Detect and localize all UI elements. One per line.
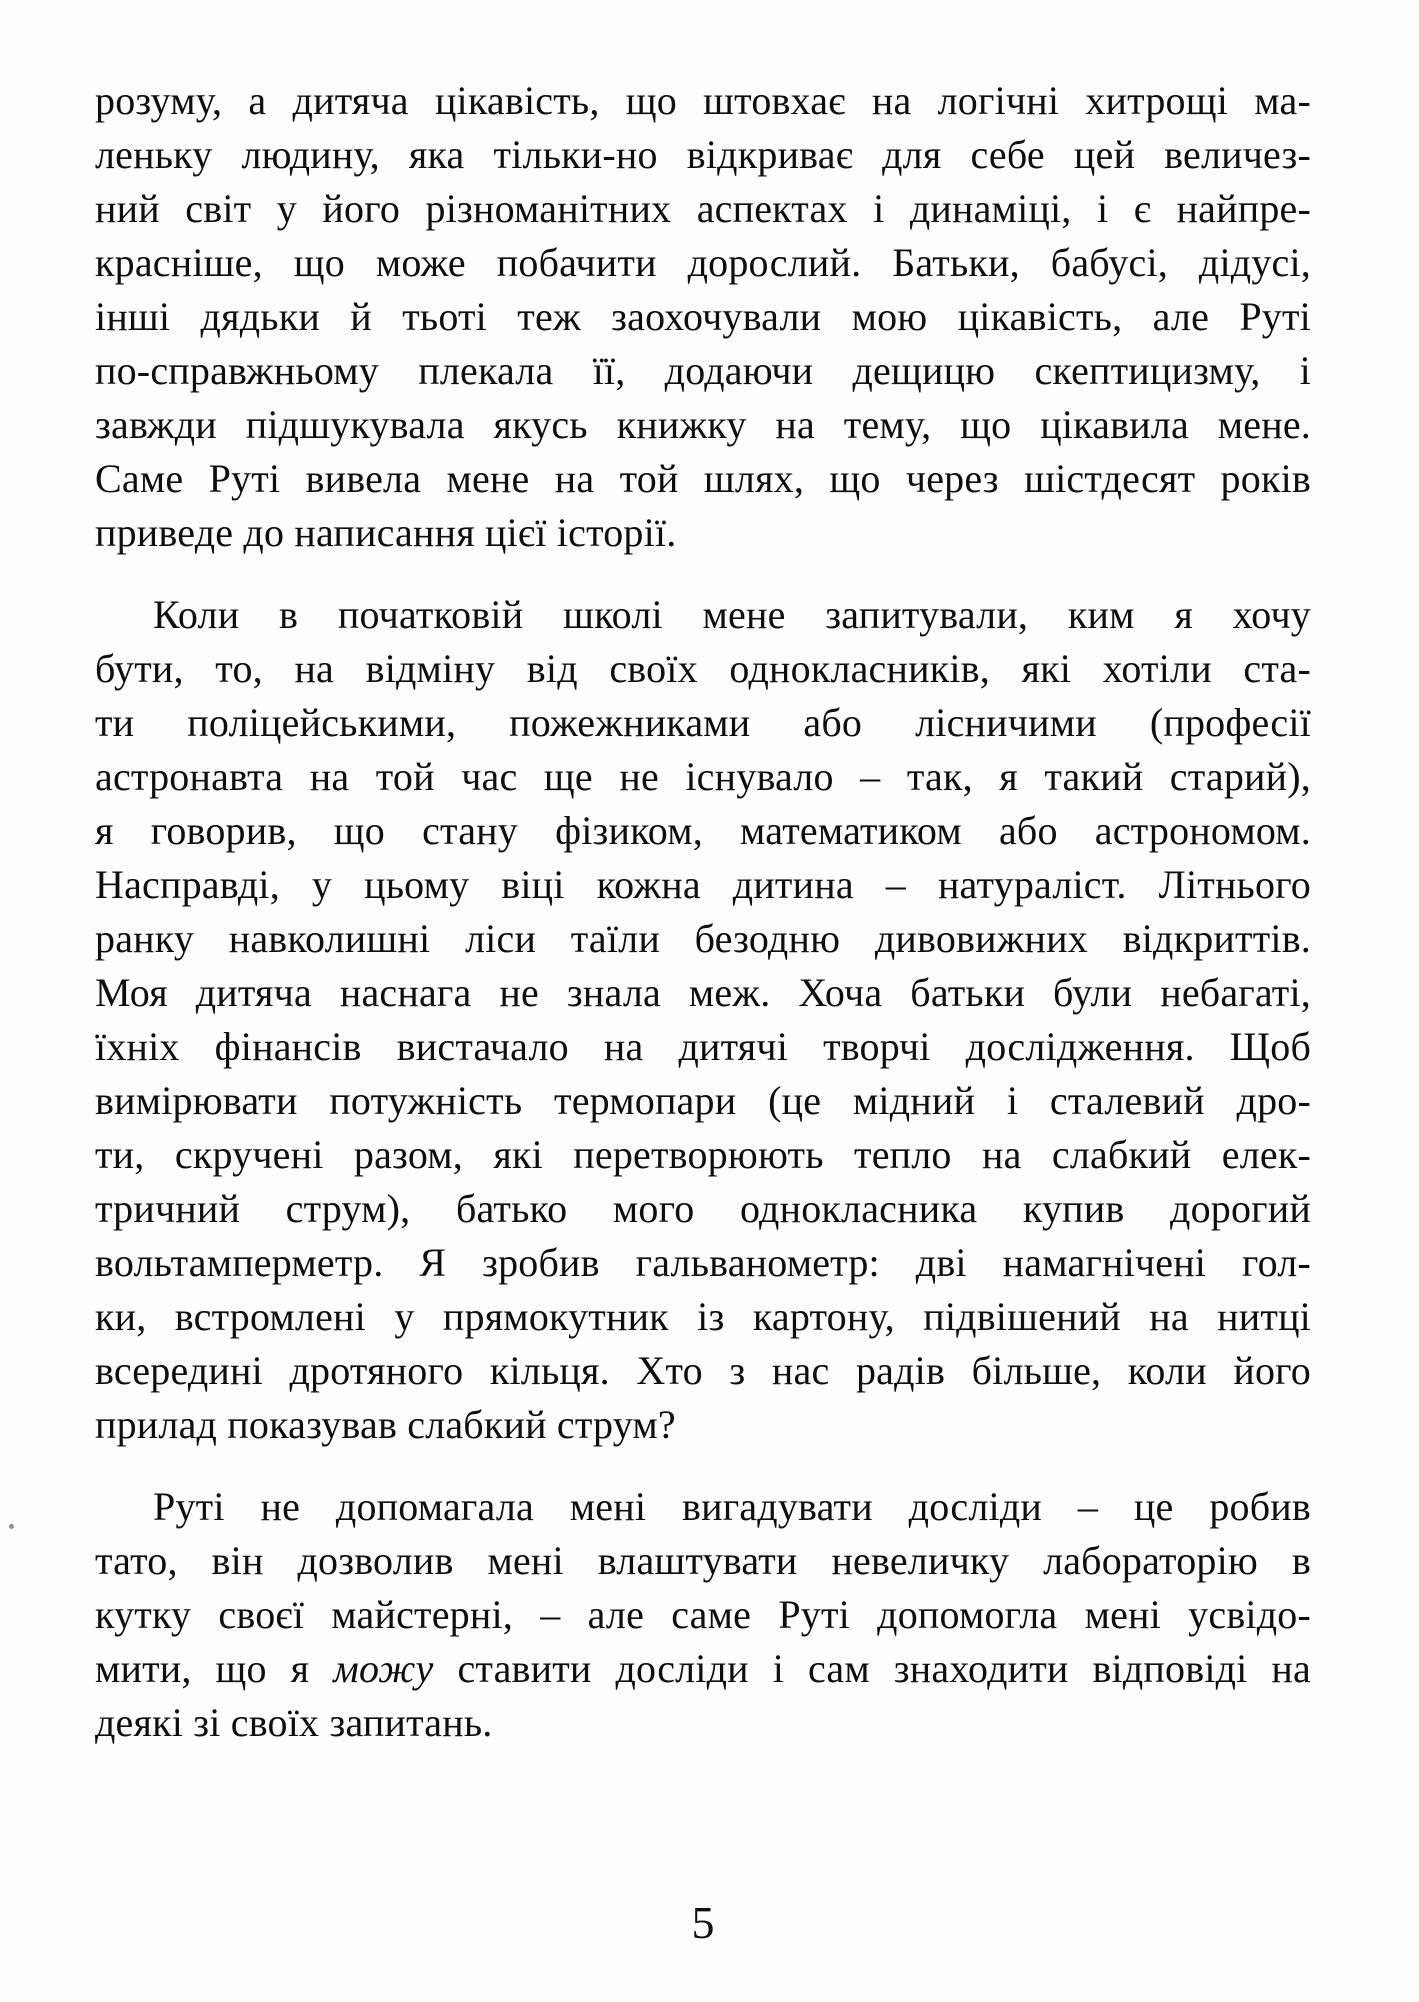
paragraph <box>95 1480 1311 1750</box>
text-line: їхніх фінансів вистачало на дитячі творчі дослідження. Щоб <box>95 1024 1311 1069</box>
paragraph <box>95 588 1311 1452</box>
text-line: бути, то, на відміну від своїх однокласників, які хотіли ста- <box>95 646 1311 691</box>
text-line: вольтамперметр. Я зробив гальванометр: дві намагнічені гол- <box>95 1240 1311 1285</box>
text-line: Коли в початковій школі мене запитували, ким я хочу <box>153 592 1311 637</box>
text-line: Руті не допомагала мені вигадувати досліди – це робив <box>153 1484 1311 1529</box>
text-block <box>95 74 1311 1750</box>
text-line: Насправді, у цьому віці кожна дитина – натураліст. Літнього <box>95 862 1311 907</box>
page-number: 5 <box>691 1897 715 1948</box>
text-line <box>95 1642 1311 1696</box>
text-line: Моя дитяча наснага не знала меж. Хоча батьки були небагаті, <box>95 970 1311 1015</box>
text-line: тато, він дозволив мені влаштувати невеличку лабораторію в <box>95 1538 1311 1583</box>
text-line: прилад показував слабкий струм? <box>95 1402 676 1447</box>
text-line: красніше, що може побачити дорослий. Батьки, бабусі, дідусі, <box>95 240 1311 285</box>
text-line: вимірювати потужність термопари (це мідний і сталевий дро- <box>95 1078 1311 1123</box>
italic-word: можу <box>333 1646 434 1691</box>
text-line: ти поліцейськими, пожежниками або лісничими (професії <box>95 700 1311 745</box>
text-line: розуму, а дитяча цікавість, що штовхає на логічні хитрощі ма- <box>95 78 1311 123</box>
text-line: завжди підшукувала якусь книжку на тему, що цікавила мене. <box>95 402 1311 447</box>
line-segment: ставити досліди і сам знаходити відповіді на <box>433 1646 1311 1691</box>
text-line: леньку людину, яка тільки-но відкриває для себе цей величез- <box>95 132 1311 177</box>
text-line: всередині дротяного кільця. Хто з нас радів більше, коли його <box>95 1348 1311 1393</box>
paragraph <box>95 74 1311 560</box>
scan-artifact-speck <box>9 1524 14 1529</box>
text-line: ний світ у його різноманітних аспектах і динаміці, і є найпре- <box>95 186 1311 231</box>
text-line: тричний струм), батько мого однокласника купив дорогий <box>95 1186 1311 1231</box>
text-line: приведе до написання цієї історії. <box>95 510 677 555</box>
text-line: Саме Руті вивела мене на той шлях, що через шістдесят років <box>95 456 1311 501</box>
text-line: інші дядьки й тьоті теж заохочували мою цікавість, але Руті <box>95 294 1311 339</box>
line-segment: мити, що я <box>95 1646 334 1691</box>
text-line: ки, встромлені у прямокутник із картону, підвішений на нитці <box>95 1294 1311 1339</box>
text-line: по-справжньому плекала її, додаючи дещицю скептицизму, і <box>95 348 1311 393</box>
text-line: ти, скручені разом, які перетворюють тепло на слабкий елек- <box>95 1132 1311 1177</box>
text-line: кутку своєї майстерні, – але саме Руті допомогла мені усвідо- <box>95 1592 1311 1637</box>
text-line: деякі зі своїх запитань. <box>95 1700 493 1745</box>
text-line: астронавта на той час ще не існувало – так, я такий старий), <box>95 754 1311 799</box>
text-line: ранку навколишні ліси таїли безодню дивовижних відкриттів. <box>95 916 1311 961</box>
text-line: я говорив, що стану фізиком, математиком або астрономом. <box>95 808 1311 853</box>
